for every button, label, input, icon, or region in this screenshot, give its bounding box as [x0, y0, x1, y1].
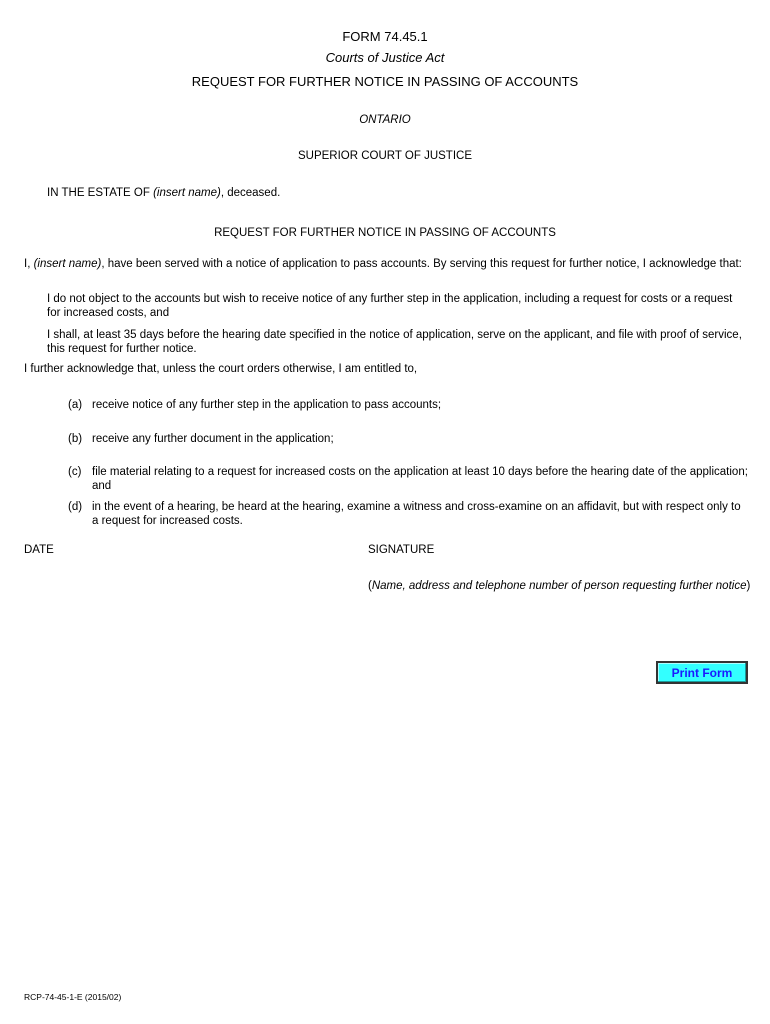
entitlement-text: receive notice of any further step in the application to pass accounts;: [92, 399, 442, 411]
estate-line: [47, 187, 280, 199]
entitlement-label: (b): [68, 433, 83, 445]
form-title: REQUEST FOR FURTHER NOTICE IN PASSING OF ACCOUNTS: [191, 74, 579, 89]
intro-statement: [24, 258, 754, 270]
entitlement-label: (a): [68, 399, 83, 411]
acknowledgement-2: I shall, at least 35 days before the hearing date specified in the notice of application, serve on the applicant, and file with proof of service, this request for further notice.: [47, 329, 742, 355]
print-form-button[interactable]: Print Form: [656, 661, 748, 684]
acknowledgement-1: I do not object to the accounts but wish to receive notice of any further step in the application, including a request for costs or a request for increased costs, and: [47, 293, 733, 319]
further-acknowledgement: I further acknowledge that, unless the court orders otherwise, I am entitled to,: [24, 363, 418, 375]
court-name: SUPERIOR COURT OF JUSTICE: [297, 150, 472, 162]
entitlement-label: (d): [68, 501, 83, 513]
intro-suffix: , have been served with a notice of application to pass accounts. By serving this request for further notice, I acknowledge that:: [101, 258, 742, 270]
close-paren: ): [746, 580, 751, 592]
signature-label: SIGNATURE: [368, 544, 435, 556]
form-code: RCP-74-45-1-E (2015/02): [24, 992, 122, 1002]
entitlement-text: in the event of a hearing, be heard at the hearing, examine a witness and cross-examine on an affidavit, but with respect only to a request for increased costs.: [92, 501, 741, 527]
act-name: Courts of Justice Act: [325, 50, 445, 65]
entitlement-text: receive any further document in the application;: [92, 433, 334, 445]
estate-prefix: IN THE ESTATE OF: [47, 187, 154, 199]
entitlement-label: (c): [68, 466, 82, 478]
entitlement-item: [68, 432, 748, 446]
entitlement-item: [68, 465, 748, 493]
date-label: DATE: [24, 544, 54, 556]
intro-prefix: I,: [24, 258, 34, 270]
estate-name-placeholder: (insert name): [153, 187, 221, 199]
section-title: REQUEST FOR FURTHER NOTICE IN PASSING OF ACCOUNTS: [214, 227, 556, 239]
open-paren: (: [368, 580, 372, 592]
entitlement-item: [68, 398, 748, 412]
form-number: FORM 74.45.1: [342, 29, 428, 44]
signature-note-text: Name, address and telephone number of person requesting further notice: [371, 580, 747, 592]
estate-suffix: , deceased.: [220, 187, 281, 199]
intro-name-placeholder: (insert name): [33, 258, 102, 270]
signature-note: [368, 580, 750, 592]
entitlement-item: [68, 500, 748, 528]
province-name: ONTARIO: [359, 114, 411, 126]
entitlement-text: file material relating to a request for increased costs on the application at least 10 days before the hearing date of the application; and: [92, 466, 748, 492]
